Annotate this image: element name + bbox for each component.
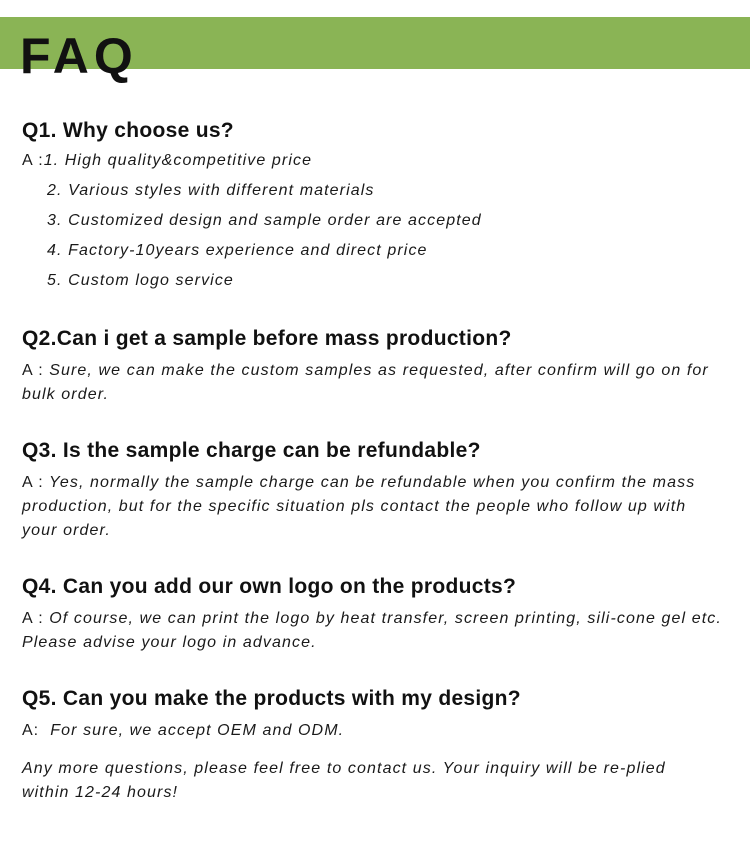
answer-text: For sure, we accept OEM and ODM.	[50, 722, 345, 739]
answer-item: 5. Custom logo service	[47, 272, 234, 289]
answer-item: 4. Factory-10years experience and direct price	[47, 242, 428, 259]
answer-item	[22, 146, 722, 176]
faq-item-q4	[22, 575, 722, 655]
answer-prefix: A:	[22, 722, 40, 739]
answer-text: Of course, we can print the logo by heat transfer, screen printing, sili-cone gel etc. Please advise your logo in advance.	[22, 610, 722, 651]
answer-item: 2. Various styles with different materials	[47, 182, 375, 199]
answer-prefix: A :	[22, 362, 44, 379]
answer-list-q1	[22, 146, 722, 296]
faq-item-q3	[22, 439, 722, 543]
answer-q4	[22, 607, 722, 655]
question-q1: Q1. Why choose us?	[22, 119, 234, 142]
question-q5: Q5. Can you make the products with my design?	[22, 687, 521, 710]
answer-q5	[22, 719, 722, 743]
answer-prefix: A :	[22, 610, 44, 627]
answer-q2	[22, 359, 722, 407]
answer-q3	[22, 471, 722, 543]
faq-item-q1	[22, 119, 722, 296]
answer-item: 3. Customized design and sample order are accepted	[47, 212, 482, 229]
question-q2: Q2.Can i get a sample before mass production?	[22, 327, 512, 350]
faq-title: FAQ	[20, 28, 138, 84]
answer-item-text: 1. High quality&competitive price	[43, 152, 313, 169]
answer-prefix: A :	[22, 474, 44, 491]
faq-item-q5	[22, 687, 722, 743]
closing-note: Any more questions, please feel free to contact us. Your inquiry will be re-plied within 12-24 hours!	[22, 760, 666, 801]
answer-text: Sure, we can make the custom samples as requested, after confirm will go on for bulk order.	[22, 362, 709, 403]
answer-prefix: A :	[22, 152, 44, 169]
faq-item-q2	[22, 327, 722, 407]
question-q3: Q3. Is the sample charge can be refundable?	[22, 439, 481, 462]
answer-text: Yes, normally the sample charge can be refundable when you confirm the mass production, but for the specific situation pls contact the people who follow up with your order.	[22, 474, 696, 539]
question-q4: Q4. Can you add our own logo on the products?	[22, 575, 517, 598]
